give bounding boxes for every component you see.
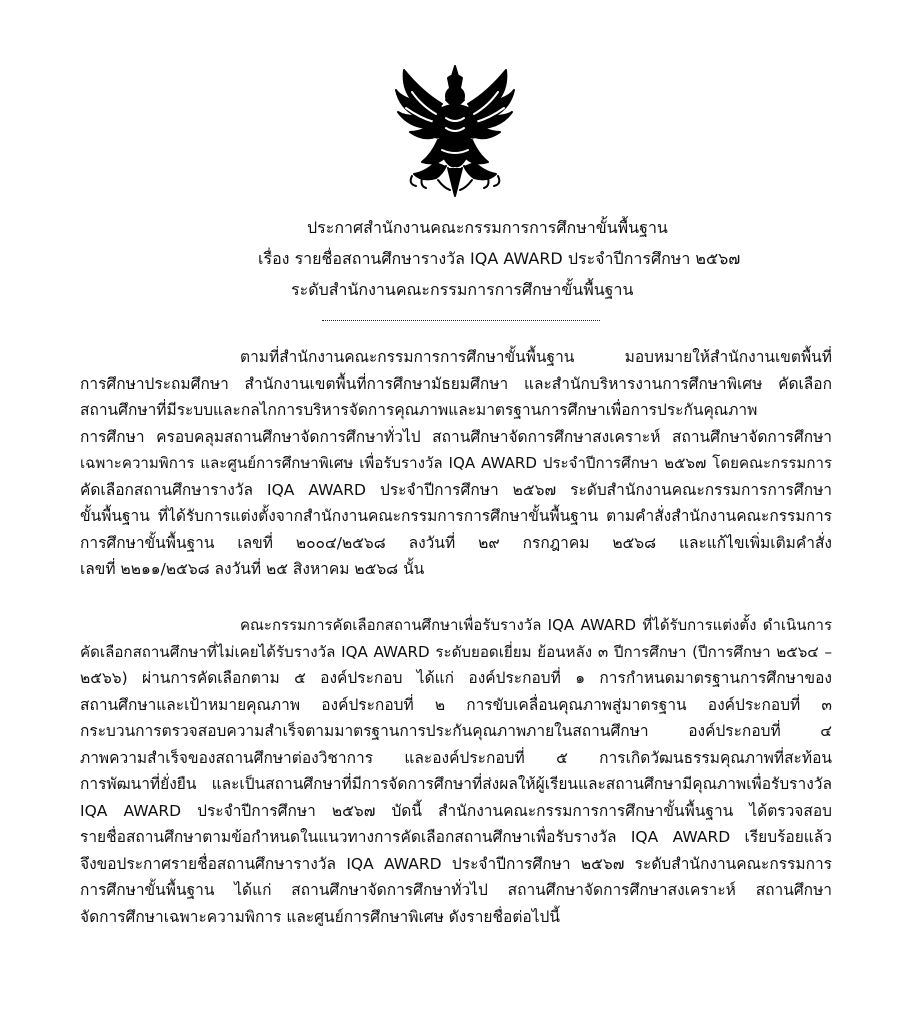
paragraph-line: ตามที่สำนักงานคณะกรรมการการศึกษาขั้นพื้นฐาน มอบหมายให้สำนักงานเขตพื้นที่ [240,348,832,366]
paragraph-line: รายชื่อสถานศึกษาตามข้อกำหนดในแนวทางการคัดเลือกสถานศึกษาเพื่อรับรางวัล IQA AWARD เรียบร้อยแล้ว [80,828,832,846]
paragraph-line: การศึกษาขั้นพื้นฐาน ได้แก่ สถานศึกษาจัดการศึกษาทั่วไป สถานศึกษาจัดการศึกษาสงเคราะห์ สถานศึกษา [80,881,832,899]
paragraph-line: เฉพาะความพิการ และศูนย์การศึกษาพิเศษ เพื่อรับรางวัล IQA AWARD ประจำปีการศึกษา ๒๕๖๗ โดยคณะกรรมการ [80,454,832,472]
paragraph-line: ภาพความสำเร็จของสถานศึกษาต่องวิชาการ และองค์ประกอบที่ ๕ การเกิดวัฒนธรรมคุณภาพที่สะท้อน [80,748,832,767]
header-divider [322,320,600,321]
paragraph-2 [80,612,832,930]
paragraph-line: คัดเลือกสถานศึกษาที่ไม่เคยได้รับรางวัล IQA AWARD ระดับยอดเยี่ยม ย้อนหลัง ๓ ปีการศึกษา (ปีการศึกษา ๒๕๖๔ – [80,642,832,661]
header-subject: เรื่อง รายชื่อสถานศึกษารางวัล IQA AWARD ประจำปีการศึกษา ๒๕๖๗ [258,249,741,268]
paragraph-line: คณะกรรมการคัดเลือกสถานศึกษาเพื่อรับรางวัล IQA AWARD ที่ได้รับการแต่งตั้ง ดำเนินการ [240,616,832,634]
paragraph-line: การพัฒนาที่ยั่งยืน และเป็นสถานศึกษาที่มีการจัดการศึกษาที่ส่งผลให้ผู้เรียนและสถานศึกษามีคุณภาพเพื่อรับรางวัล [80,775,832,793]
paragraph-line: เลขที่ ๒๒๑๑/๒๕๖๘ ลงวันที่ ๒๕ สิงหาคม ๒๕๖๘ นั้น [80,560,425,578]
paragraph-1 [80,344,832,583]
paragraph-line: การศึกษาประถมศึกษา สำนักงานเขตพื้นที่การศึกษามัธยมศึกษา และสำนักบริหารงานการศึกษาพิเศษ คัดเลือก [80,374,832,393]
paragraph-line: ๒๕๖๖) ผ่านการคัดเลือกตาม ๕ องค์ประกอบ ได้แก่ องค์ประกอบที่ ๑ การกำหนดมาตรฐานการศึกษาของ [80,669,832,687]
header-level: ระดับสำนักงานคณะกรรมการการศึกษาขั้นพื้นฐาน [291,280,634,299]
paragraph-line: สถานศึกษาและเป้าหมายคุณภาพ องค์ประกอบที่ ๒ การขับเคลื่อนคุณภาพสู่มาตรฐาน องค์ประกอบที่ ๓ [80,695,832,714]
header-title: ประกาศสำนักงานคณะกรรมการการศึกษาขั้นพื้นฐาน [307,218,668,237]
paragraph-line: IQA AWARD ประจำปีการศึกษา ๒๕๖๗ บัดนี้ สำนักงานคณะกรรมการการศึกษาขั้นพื้นฐาน ได้ตรวจสอบ [80,801,832,820]
paragraph-line: กระบวนการตรวจสอบความสำเร็จตามมาตรฐานการประกันคุณภาพภายในสถานศึกษา องค์ประกอบที่ ๔ [80,722,832,740]
paragraph-line: คัดเลือกสถานศึกษารางวัล IQA AWARD ประจำปีการศึกษา ๒๕๖๗ ระดับสำนักงานคณะกรรมการการศึกษา [80,480,832,499]
paragraph-line: ขั้นพื้นฐาน ที่ได้รับการแต่งตั้งจากสำนักงานคณะกรรมการการศึกษาขั้นพื้นฐาน ตามคำสั่งสำนักงานคณะกรรมการ [80,507,832,525]
paragraph-line: การศึกษา ครอบคลุมสถานศึกษาจัดการศึกษาทั่วไป สถานศึกษาจัดการศึกษาสงเคราะห์ สถานศึกษาจัดการศึกษา [80,427,832,446]
paragraph-line: การศึกษาขั้นพื้นฐาน เลขที่ ๒๐๐๔/๒๕๖๘ ลงวันที่ ๒๙ กรกฎาคม ๒๕๖๘ และแก้ไขเพิ่มเติมคำสั่ง [80,533,832,552]
paragraph-line: สถานศึกษาที่มีระบบและกลไกการบริหารจัดการคุณภาพและมาตรฐานการศึกษาเพื่อการประกันคุณภาพ [80,401,758,419]
paragraph-line: จึงขอประกาศรายชื่อสถานศึกษารางวัล IQA AWARD ประจำปีการศึกษา ๒๕๖๗ ระดับสำนักงานคณะกรรมการ [80,854,832,873]
garuda-emblem-icon [392,62,518,200]
paragraph-line: จัดการศึกษาเฉพาะความพิการ และศูนย์การศึกษาพิเศษ ดังรายชื่อต่อไปนี้ [80,907,560,926]
